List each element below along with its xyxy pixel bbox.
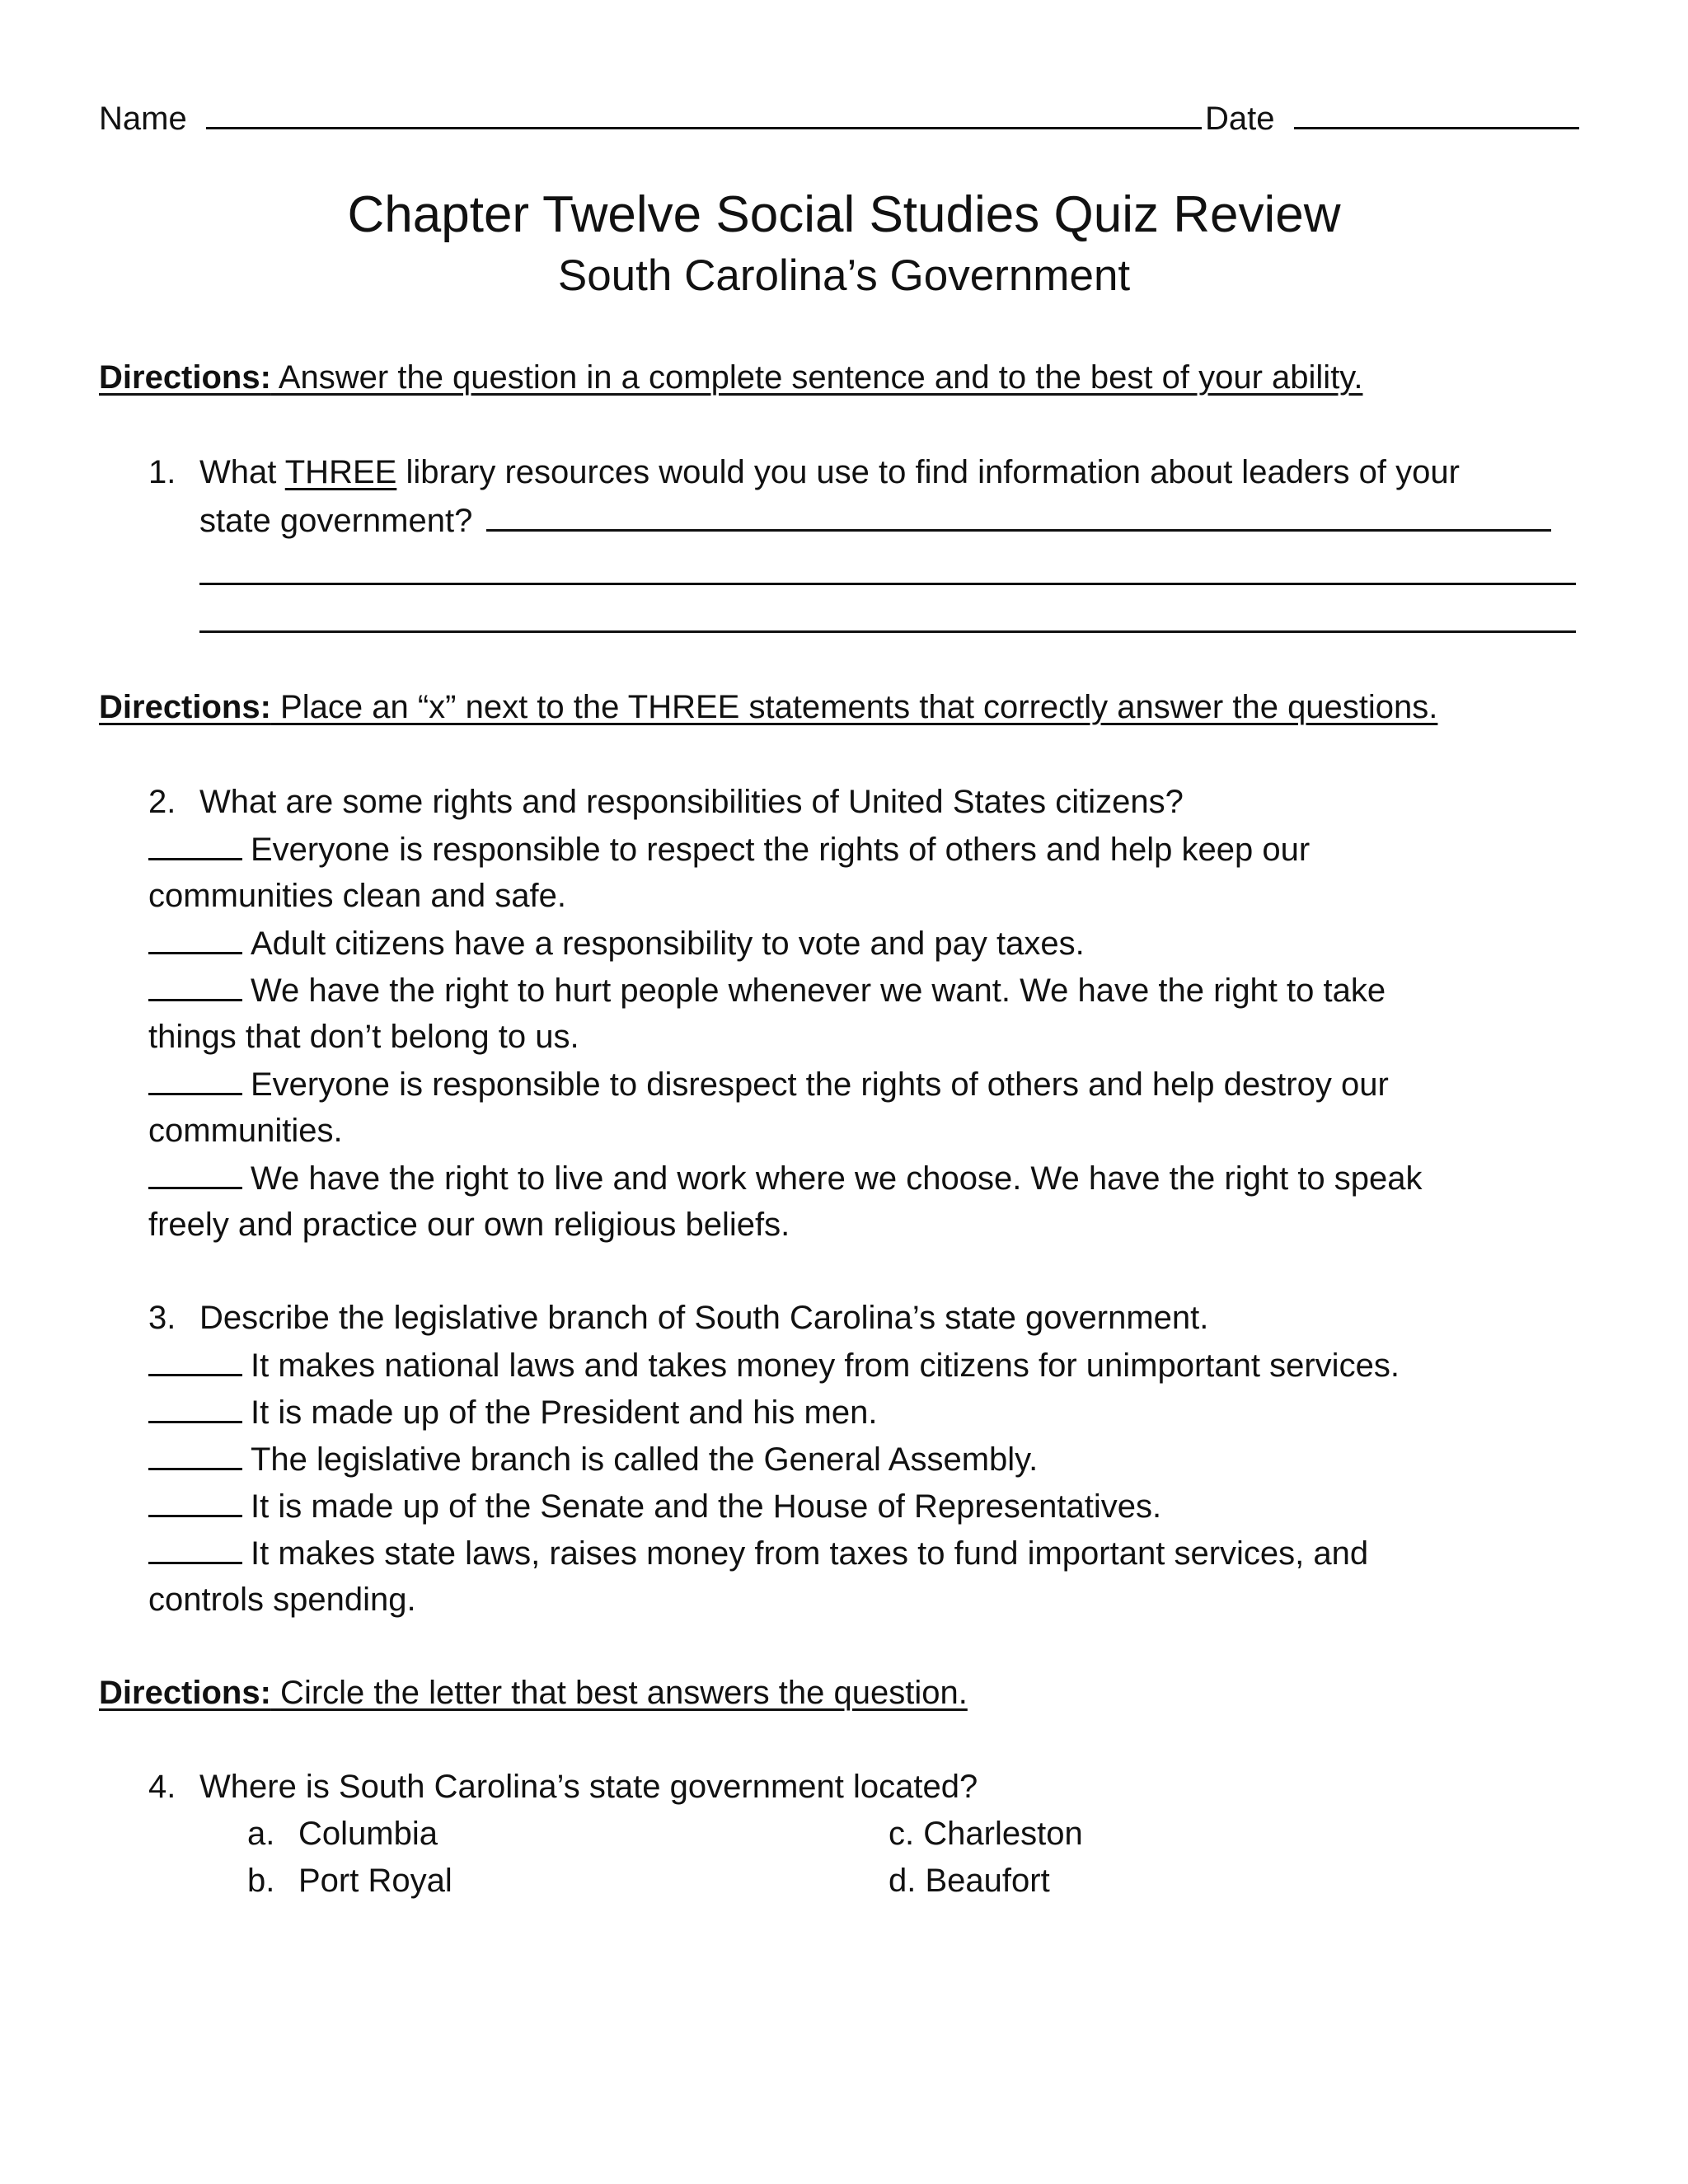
question-number: 2.: [148, 784, 176, 820]
q3-option-4: [148, 1487, 1161, 1526]
checkbox-line[interactable]: [148, 1534, 242, 1564]
choice-letter: c.: [889, 1816, 915, 1852]
question-4: [148, 1768, 978, 1806]
option-continuation: freely and practice our own religious beliefs.: [148, 1207, 790, 1243]
emphasis-three: THREE: [284, 454, 397, 490]
date-blank[interactable]: [1294, 99, 1579, 129]
checkbox-line[interactable]: [148, 924, 242, 954]
choice-letter: b.: [247, 1863, 275, 1899]
question-1-line2: [199, 501, 1551, 540]
choice-d[interactable]: [889, 1862, 1050, 1900]
question-number: 4.: [148, 1769, 176, 1805]
option-continuation: communities clean and safe.: [148, 878, 566, 914]
choice-label: Columbia: [298, 1816, 438, 1852]
option-continuation: communities.: [148, 1113, 343, 1149]
q3-option-2: [148, 1393, 877, 1432]
page-subtitle: South Carolina’s Government: [557, 251, 1131, 300]
checkbox-line[interactable]: [148, 1346, 242, 1376]
question-2: [148, 783, 1184, 821]
option-text: We have the right to live and work where we choose. We have the right to speak: [251, 1160, 1423, 1197]
choice-letter: d.: [889, 1863, 917, 1899]
option-text: It makes national laws and takes money from citizens for unimportant services.: [251, 1347, 1400, 1384]
answer-line[interactable]: [199, 583, 1576, 585]
choice-a[interactable]: [247, 1815, 438, 1853]
question-text: Describe the legislative branch of South Carolina’s state government.: [199, 1300, 1209, 1336]
q2-option-3: [148, 971, 1386, 1010]
option-text: Everyone is responsible to disrespect the rights of others and help destroy our: [251, 1066, 1389, 1103]
question-text: What are some rights and responsibilities of United States citizens?: [199, 784, 1184, 820]
choice-b[interactable]: [247, 1862, 452, 1900]
directions-2: [99, 688, 1437, 726]
name-field: [99, 99, 1202, 138]
checkbox-line[interactable]: [148, 1159, 242, 1189]
directions-text: Circle the letter that best answers the question.: [270, 1675, 968, 1711]
option-text: Adult citizens have a responsibility to vote and pay taxes.: [251, 926, 1085, 962]
checkbox-line[interactable]: [148, 971, 242, 1001]
question-1: [148, 453, 1460, 491]
directions-1: [99, 359, 1362, 396]
choice-label: Beaufort: [925, 1863, 1050, 1899]
name-blank[interactable]: [206, 99, 1202, 129]
directions-text: Answer the question in a complete sentence and to the best of your ability.: [270, 359, 1363, 396]
option-text: The legislative branch is called the General Assembly.: [251, 1441, 1039, 1478]
checkbox-line[interactable]: [148, 830, 242, 860]
question-text: Where is South Carolina’s state government located?: [199, 1769, 978, 1805]
directions-text: Place an “x” next to the THREE statements that correctly answer the questions.: [270, 689, 1438, 725]
answer-blank[interactable]: [486, 501, 1551, 532]
option-continuation: controls spending.: [148, 1582, 416, 1618]
option-text: It is made up of the Senate and the House of Representatives.: [251, 1488, 1162, 1525]
q2-option-4: [148, 1065, 1389, 1104]
question-text: library resources would you use to find information about leaders of your: [396, 454, 1460, 490]
question-text: What: [199, 454, 285, 490]
question-number: 1.: [148, 454, 176, 490]
checkbox-line[interactable]: [148, 1487, 242, 1517]
option-text: Everyone is responsible to respect the rights of others and help keep our: [251, 832, 1311, 868]
checkbox-line[interactable]: [148, 1065, 242, 1095]
option-text: It makes state laws, raises money from taxes to fund important services, and: [251, 1535, 1369, 1572]
checkbox-line[interactable]: [148, 1393, 242, 1423]
question-3: [148, 1299, 1208, 1337]
option-text: It is made up of the President and his men.: [251, 1394, 878, 1431]
directions-3: [99, 1674, 968, 1712]
directions-label: Directions:: [99, 1675, 271, 1711]
date-field: [1205, 99, 1579, 138]
checkbox-line[interactable]: [148, 1440, 242, 1470]
choice-c[interactable]: [889, 1815, 1083, 1853]
q2-option-5: [148, 1159, 1423, 1197]
directions-label: Directions:: [99, 359, 271, 396]
directions-label: Directions:: [99, 689, 271, 725]
q3-option-5: [148, 1534, 1368, 1572]
answer-line[interactable]: [199, 630, 1576, 633]
option-text: We have the right to hurt people whenever we want. We have the right to take: [251, 972, 1386, 1009]
choice-letter: a.: [247, 1816, 275, 1852]
question-text: state government?: [199, 503, 473, 539]
date-label: Date: [1205, 101, 1275, 137]
page-title: Chapter Twelve Social Studies Quiz Review: [347, 186, 1341, 243]
question-number: 3.: [148, 1300, 176, 1336]
q3-option-3: [148, 1440, 1038, 1479]
choice-label: Charleston: [923, 1816, 1083, 1852]
name-label: Name: [99, 101, 187, 137]
q2-option-1: [148, 830, 1310, 869]
q3-option-1: [148, 1346, 1400, 1385]
q2-option-2: [148, 924, 1085, 963]
option-continuation: things that don’t belong to us.: [148, 1019, 579, 1055]
choice-label: Port Royal: [298, 1863, 452, 1899]
